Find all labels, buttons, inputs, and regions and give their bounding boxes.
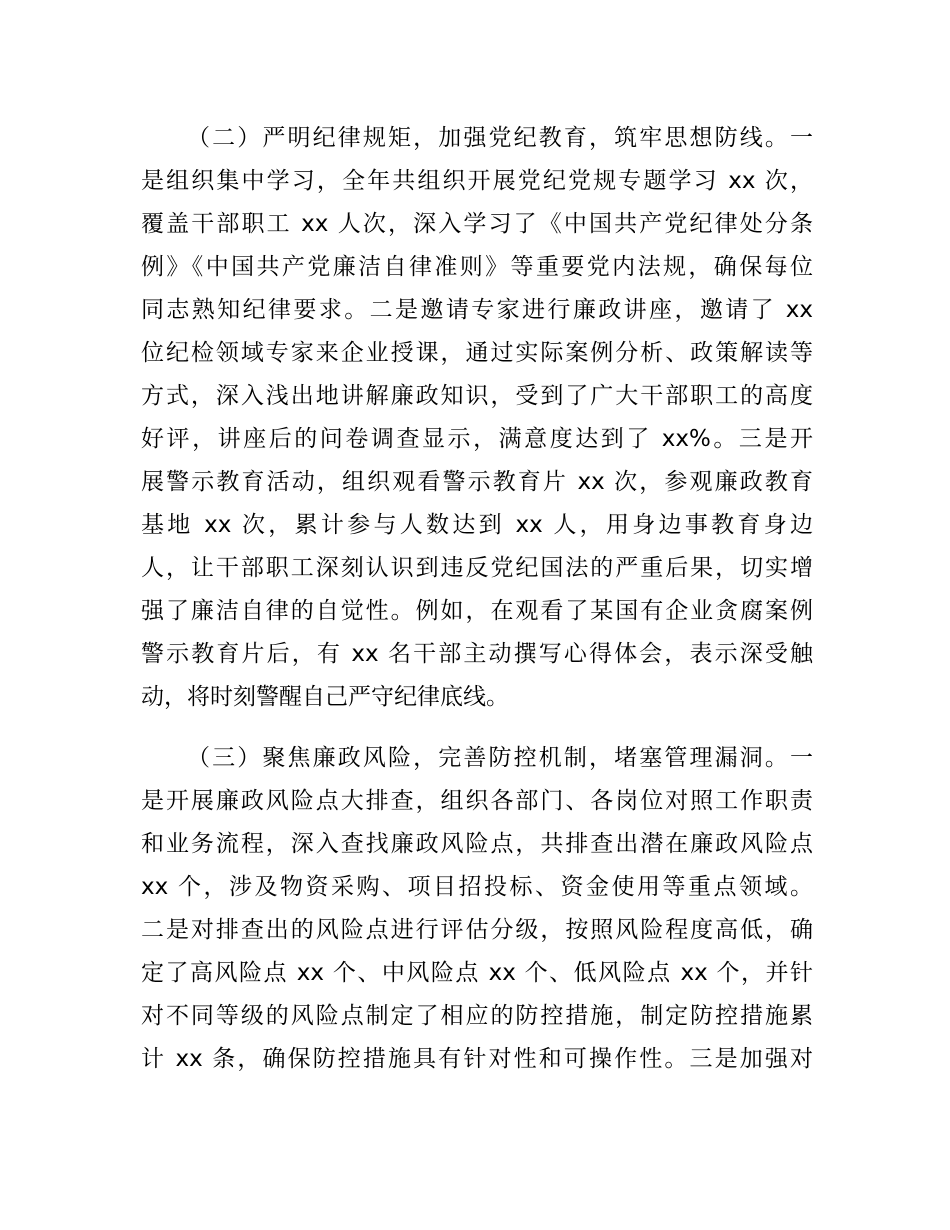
- paragraph-line: xx 个，涉及物资采购、项目招投标、资金使用等重点领域。: [141, 874, 813, 900]
- paragraph-line: 是组织集中学习，全年共组织开展党纪党规专题学习 xx 次，: [141, 168, 813, 194]
- paragraph-line: 二是对排查出的风险点进行评估分级，按照风险程度高低，确: [141, 917, 813, 943]
- paragraph-line: 方式，深入浅出地讲解廉政知识，受到了广大干部职工的高度: [141, 383, 813, 409]
- paragraph-line: 是开展廉政风险点大排查，组织各部门、各岗位对照工作职责: [141, 788, 813, 814]
- paragraph-line: 覆盖干部职工 xx 人次，深入学习了《中国共产党纪律处分条: [141, 211, 813, 237]
- paragraph-line: 位纪检领域专家来企业授课，通过实际案例分析、政策解读等: [141, 340, 813, 366]
- paragraph-line: 警示教育片后，有 xx 名干部主动撰写心得体会，表示深受触: [141, 641, 813, 667]
- paragraph-line: （三）聚焦廉政风险，完善防控机制，堵塞管理漏洞。一: [187, 745, 813, 771]
- paragraph-line: 定了高风险点 xx 个、中风险点 xx 个、低风险点 xx 个，并针: [141, 960, 813, 986]
- paragraph-line: （二）严明纪律规矩，加强党纪教育，筑牢思想防线。一: [187, 125, 813, 151]
- paragraph-line: 展警示教育活动，组织观看警示教育片 xx 次，参观廉政教育: [141, 469, 813, 495]
- paragraph-risk-control: [141, 737, 813, 1081]
- paragraph-line: 计 xx 条，确保防控措施具有针对性和可操作性。三是加强对: [141, 1046, 813, 1072]
- paragraph-line: 同志熟知纪律要求。二是邀请专家进行廉政讲座，邀请了 xx: [141, 297, 813, 323]
- paragraph-line: 基地 xx 次，累计参与人数达到 xx 人，用身边事教育身边: [141, 512, 813, 538]
- paragraph-line: 例》《中国共产党廉洁自律准则》等重要党内法规，确保每位: [141, 254, 813, 280]
- paragraph-line: 动，将时刻警醒自己严守纪律底线。: [141, 684, 509, 710]
- paragraph-discipline-education: [141, 117, 813, 719]
- paragraph-line: 好评，讲座后的问卷调查显示，满意度达到了 xx%。三是开: [141, 426, 813, 452]
- paragraph-line: 对不同等级的风险点制定了相应的防控措施，制定防控措施累: [141, 1003, 813, 1029]
- paragraph-line: 和业务流程，深入查找廉政风险点，共排查出潜在廉政风险点: [141, 831, 813, 857]
- paragraph-line: 强了廉洁自律的自觉性。例如，在观看了某国有企业贪腐案例: [141, 598, 813, 624]
- paragraph-line: 人，让干部职工深刻认识到违反党纪国法的严重后果，切实增: [141, 555, 813, 581]
